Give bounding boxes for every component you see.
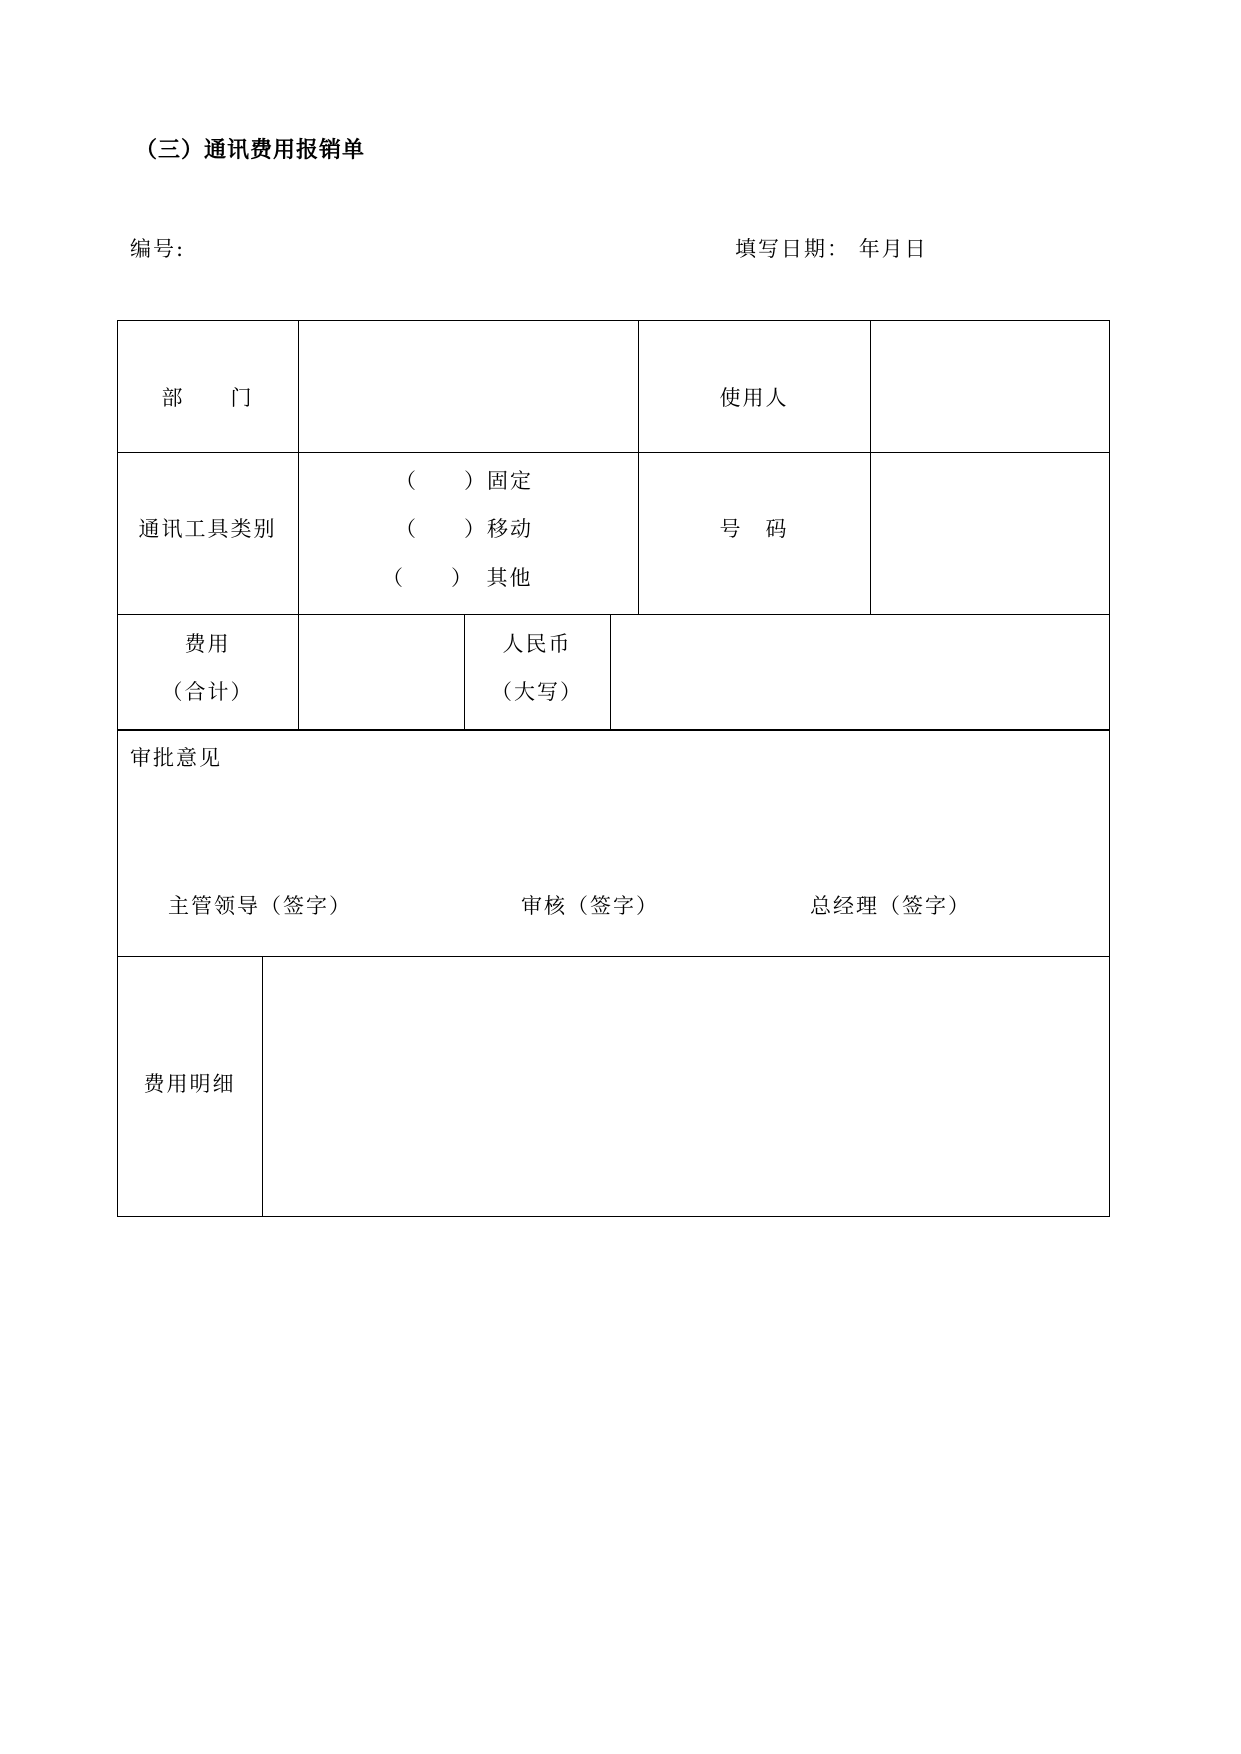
details-label: 费用明细: [143, 1072, 236, 1096]
row-divider-3: [117, 729, 1110, 731]
col-divider-b: [638, 320, 639, 615]
approval-label: 审批意见: [130, 746, 222, 770]
rmb-label-line2: （大写）: [491, 680, 583, 704]
serial-number-label: 编号:: [130, 237, 186, 261]
cost-total-label-line2: （合计）: [161, 680, 254, 704]
number-value-cell[interactable]: [871, 453, 1109, 614]
fill-date-value: 年月日: [858, 237, 928, 261]
table-border-bottom: [117, 1216, 1110, 1217]
user-label: 使用人: [719, 386, 789, 410]
fill-date-label: 填写日期：: [735, 237, 850, 261]
fill-date-row: [735, 233, 928, 263]
number-label: 号 码: [719, 517, 789, 541]
tool-type-label: 通讯工具类别: [138, 517, 277, 541]
table-border-right: [1109, 320, 1110, 1217]
department-value-cell[interactable]: [299, 321, 638, 452]
tool-option-fixed[interactable]: （ ）固定: [395, 469, 533, 493]
cost-total-label-line1: 费用: [184, 632, 231, 656]
signature-supervisor: 主管领导（签字）: [168, 894, 352, 918]
rmb-uppercase-value-cell[interactable]: [611, 615, 1109, 729]
tool-option-other[interactable]: （ ） 其他: [382, 566, 533, 590]
signature-general-manager: 总经理（签字）: [810, 894, 971, 918]
tool-option-mobile[interactable]: （ ）移动: [395, 517, 533, 541]
details-value-cell[interactable]: [263, 957, 1109, 1216]
rmb-label-line1: 人民币: [502, 632, 572, 656]
signature-auditor: 审核（签字）: [521, 894, 659, 918]
cost-total-value-cell[interactable]: [299, 615, 464, 729]
page-title: （三）通讯费用报销单: [135, 137, 366, 163]
user-value-cell[interactable]: [871, 321, 1109, 452]
department-label: 部 门: [161, 386, 254, 410]
